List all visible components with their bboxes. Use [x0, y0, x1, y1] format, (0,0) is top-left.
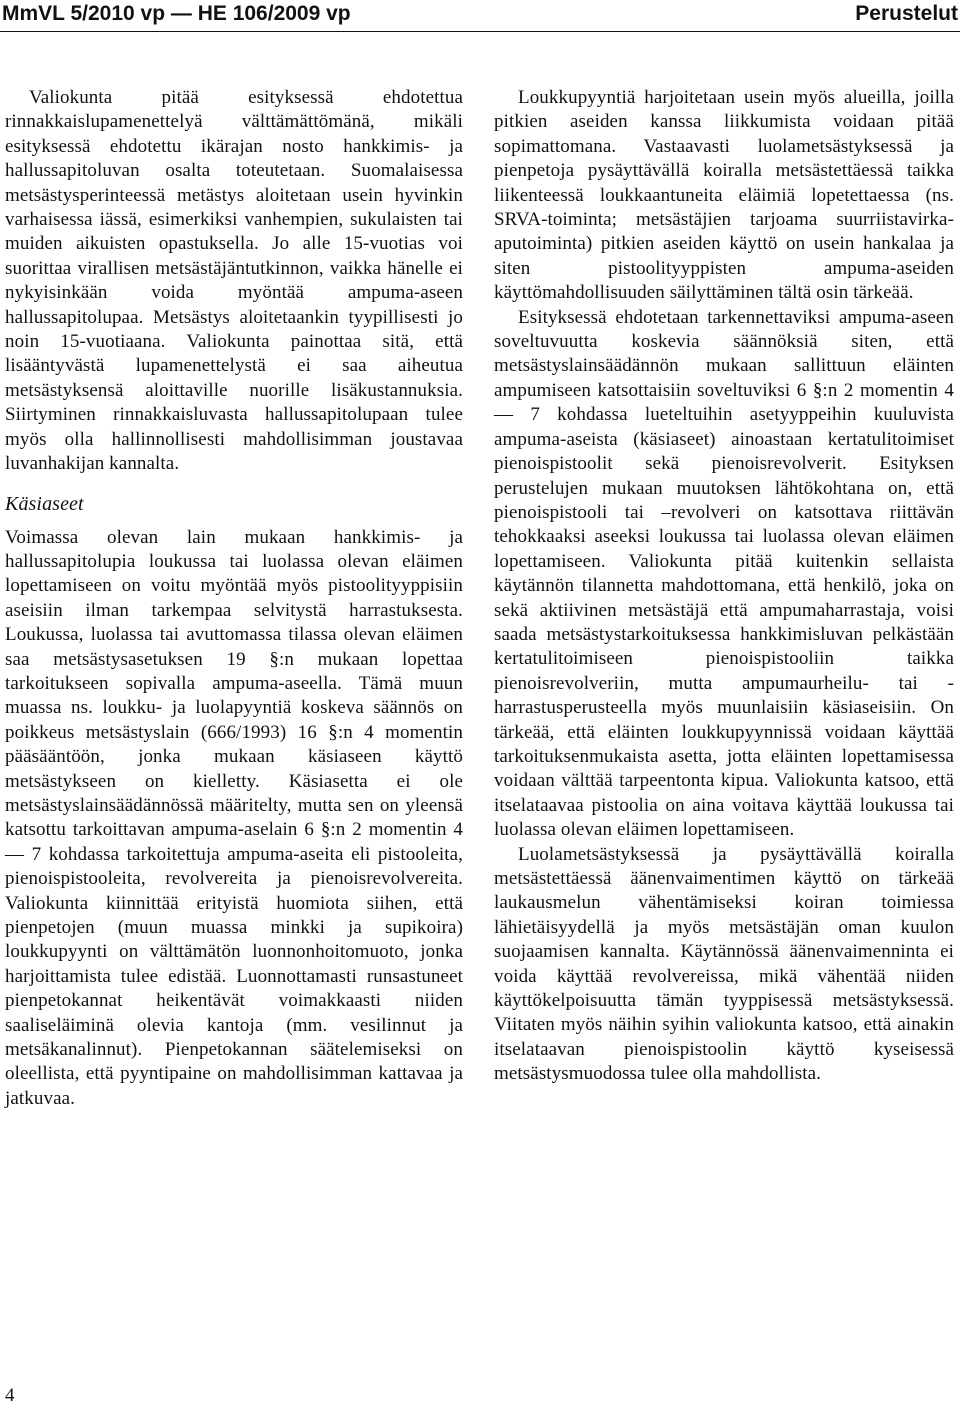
- body-paragraph: Luolametsästyksessä ja pysäyttävällä koiralla metsästettäessä äänenvaimentimen käyttö on tärkeää laukausmelun vähentämiseksi koiran toimiessa lähietäisyydellä ja myös metsästäjän oman kuulon suojaamisen kannalta. Käytännössä äänenvaimenninta ei voida käyttää revolvereissa, mikä vähentää niiden käyttökelpoisuutta tämän tyyppisessä metsästyksessä. Viitaten myös näihin syihin valiokunta katsoo, että ainakin itselataavan pienoispistoolin käyttö kyseisessä metsästysmuodossa tulee olla mahdollista.: [494, 843, 954, 1085]
- header-rule: [0, 31, 960, 32]
- document-reference: MmVL 5/2010 vp — HE 106/2009 vp: [2, 2, 351, 25]
- body-paragraph: Loukkupyyntiä harjoitetaan usein myös alueilla, joilla pitkien aseiden kanssa liikkumista voidaan pitää sopimattomana. Vastaavasti luolametsästyksessä ja pienpetoja pysäyttävällä koiralla metsästettäessä taikka liikenteessä loukkaantuneita eläimiä lopetettaessa (ns. SRVA-toiminta; metsästäjien tarjoama suurriistavirka-aputoiminta) pitkien aseiden käyttö on usein hankalaa ja siten pistoolityyppisten ampuma-aseiden käyttömahdollisuuden säilyttäminen tältä osin tärkeää.: [494, 87, 954, 304]
- body-paragraph: Valiokunta pitää esityksessä ehdotettua rinnakkaislupamenettelyä välttämättömänä, mikäli esityksessä ehdotettu ikärajan nosto hankkimis- ja hallussapitoluvan osalta toteutetaan. Suomalaisessa metsästysperinteessä metästys aloitetaan usein hyvinkin varhaisessa iässä, esimerkiksi vanhempien, sukulaisten tai muiden aikuisten opastuksella. Jo alle 15-vuotias voi suorittaa virallisen metsästäjäntutkinnon, vaikka hänelle ei nykyisinkään voida myöntää ampuma-aseen hallussapitolupaa. Metsästys aloitetaankin tyypillisesti jo noin 15-vuotiaana. Valiokunta painottaa sitä, että lisääntyvästä lupamenettelystä ei saa aiheutua metsästyksensä aloittaville nuorille lisäkustannuksia. Siirtyminen rinnakkaisluvasta hallussapitolupaan tulee myös olla hallinnollisesti mahdollisimman joustavaa luvanhakijan kannalta.: [5, 87, 463, 475]
- left-column: [5, 86, 463, 1111]
- body-paragraph: Esityksessä ehdotetaan tarkennettaviksi ampuma-aseen soveltuvuutta koskevia säännöksiä siten, että metsästyslainsäädännön mukaan sallittuun eläinten ampumiseen katsottaisiin soveltuviksi 6 §:n 2 momentin 4 — 7 kohdassa lueteltuihin asetyyppeihin kuuluvista ampuma-aseista (käsiaseet) ainoastaan kertatulitoimiset pienoispistoolit sekä pienoisrevolverit. Esityksen perustelujen mukaan muutoksen lähtökohtana on, että pienoispistooli tai –revolveri on katsottava riittävän tehokkaaksi aseeksi loukussa tai luolassa olevan eläimen lopettamiseen. Valiokunta pitää kuitenkin sellaista käytännön tilannetta mahdottomana, että henkilö, joka on sekä aktiivinen metsästäjä että ampumaharrastaja, voisi saada metsästystarkoituksessa hankkimisluvan pelkästään kertatulitoimiseen pienoispistooliin taikka pienoisrevolveriin, mutta ampumaurheilu- tai -harrastusperusteella myös muunlaisiin käsiaseisiin. On tärkeää, että eläinten loukkupyynnissä voidaan käyttää tarkoituksenmukaista asetta, jotta eläinten lopettamisessa voidaan välttää tarpeentonta kipua. Valiokunta katsoo, että itselataavaa pistoolia on aina voitava käyttää loukussa tai luolassa olevan eläimen lopettamiseen.: [494, 306, 954, 841]
- body-paragraph: Voimassa olevan lain mukaan hankkimis- ja hallussapitolupia loukussa tai luolassa olevan eläimen lopettamiseen on voitu myöntää myös pistoolityyppisiin aseisiin ilman tarkempaa selvitystä harrastuksesta. Loukussa, luolassa tai avuttomassa tilassa olevan eläimen saa metsästysasetuksen 19 §:n mukaan lopettaa tarkoitukseen sopivalla ampuma-aseella. Tämä muun muassa ns. loukku- ja luolapyyntiä koskeva säännös on poikkeus metsästyslain (666/1993) 16 §:n 4 momentin pääsääntöön, jonka mukaan käsiaseen käyttö metsästykseen on kielletty. Käsiasetta ei ole metsästyslainsäädännössä määritelty, mutta sen on yleensä katsottu tarkoittavan ampuma-aselain 6 §:n 2 momentin 4 — 7 kohdassa tarkoitettuja ampuma-aseita eli pistooleita, pienoispistooleita, revolvereita ja pienoisrevolvereita. Valiokunta kiinnittää erityistä huomiota siihen, että pienpetojen (muun muassa minkki ja supikoira) loukkupyynti on välttämätön luonnonhoitomuoto, jonka harjoittamista tulee edistää. Luonnottamasti runsastuneet pienpetokannat heikentävät voimakkaasti niiden saaliseläiminä olevia kantoja (mm. vesilinnut ja metsäkanalinnut). Pienpetokannan säätelemiseksi on oleellista, että pyyntipaine on mahdollisimman kattavaa ja jatkuvaa.: [5, 526, 463, 1109]
- page-number: 4: [5, 1385, 15, 1406]
- section-heading: Käsiaseet: [5, 492, 84, 515]
- right-column: [494, 86, 954, 1087]
- section-label: Perustelut: [855, 2, 958, 25]
